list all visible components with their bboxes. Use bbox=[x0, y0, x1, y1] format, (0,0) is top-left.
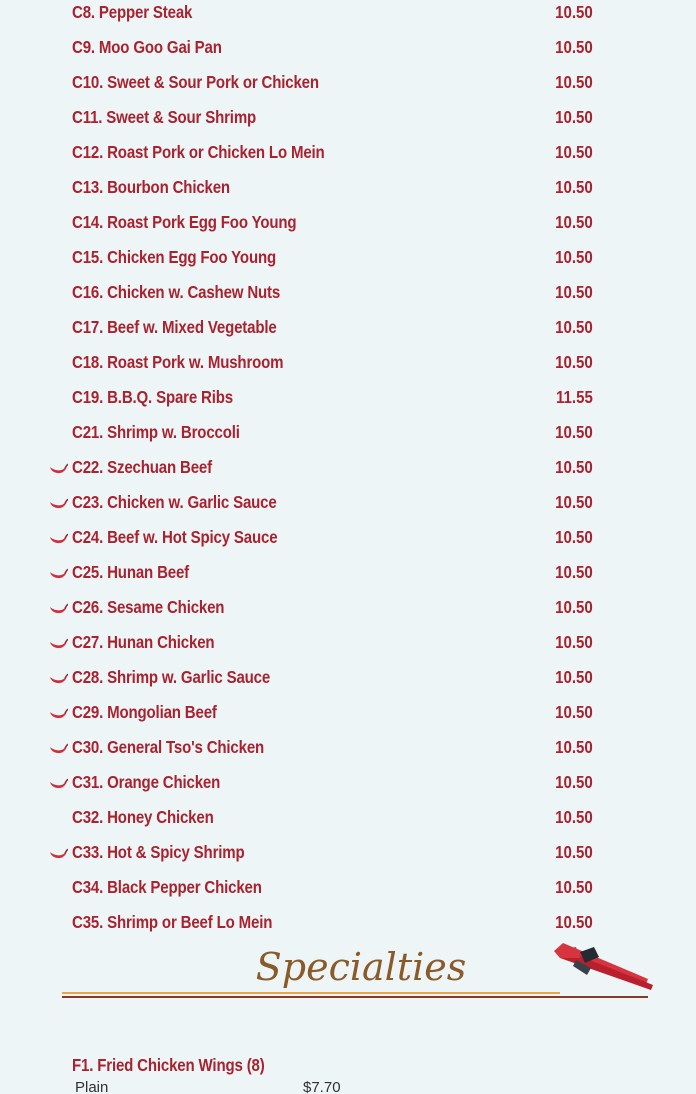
menu-item-price: 10.50 bbox=[555, 177, 593, 197]
specialties-underline-bottom bbox=[62, 996, 648, 998]
menu-item-label: C34. Black Pepper Chicken bbox=[72, 877, 262, 897]
chili-pepper-icon bbox=[49, 601, 68, 615]
menu-item-label: C17. Beef w. Mixed Vegetable bbox=[72, 317, 277, 337]
menu-item-price: 10.50 bbox=[555, 492, 593, 512]
menu-item-row bbox=[0, 205, 696, 240]
specials-option-price: $7.70 bbox=[303, 1079, 341, 1094]
menu-item-price: 10.50 bbox=[555, 562, 593, 582]
chili-pepper-icon bbox=[49, 846, 68, 860]
menu-item-row bbox=[0, 240, 696, 275]
menu-item-price: 10.50 bbox=[555, 37, 593, 57]
chili-pepper-icon bbox=[49, 636, 68, 650]
menu-item-row bbox=[0, 485, 696, 520]
menu-item-row bbox=[0, 520, 696, 555]
menu-item-label: C12. Roast Pork or Chicken Lo Mein bbox=[72, 142, 325, 162]
menu-item-price: 10.50 bbox=[555, 317, 593, 337]
chili-pepper-icon bbox=[49, 706, 68, 720]
menu-item-price: 10.50 bbox=[555, 107, 593, 127]
menu-item-label: C28. Shrimp w. Garlic Sauce bbox=[72, 667, 271, 687]
menu-item-row bbox=[0, 100, 696, 135]
menu-item-row bbox=[0, 450, 696, 485]
menu-item-label: C10. Sweet & Sour Pork or Chicken bbox=[72, 72, 319, 92]
menu-item-row bbox=[0, 310, 696, 345]
menu-item-price: 10.50 bbox=[555, 842, 593, 862]
menu-item-price: 10.50 bbox=[555, 527, 593, 547]
menu-item-label: C33. Hot & Spicy Shrimp bbox=[72, 842, 245, 862]
menu-item-price: 10.50 bbox=[555, 72, 593, 92]
menu-item-price: 10.50 bbox=[555, 212, 593, 232]
menu-item-label: C21. Shrimp w. Broccoli bbox=[72, 422, 240, 442]
menu-item-label: C26. Sesame Chicken bbox=[72, 597, 225, 617]
menu-item-price: 10.50 bbox=[555, 2, 593, 22]
menu-item-row bbox=[0, 380, 696, 415]
chili-pepper-icon bbox=[49, 671, 68, 685]
specials-item-label: F1. Fried Chicken Wings (8) bbox=[72, 1055, 265, 1075]
menu-item-label: C32. Honey Chicken bbox=[72, 807, 214, 827]
menu-item-row bbox=[0, 835, 696, 870]
menu-item-label: C16. Chicken w. Cashew Nuts bbox=[72, 282, 281, 302]
menu-item-row bbox=[0, 660, 696, 695]
menu-item-row bbox=[0, 135, 696, 170]
menu-item-label: C22. Szechuan Beef bbox=[72, 457, 212, 477]
menu-item-label: C18. Roast Pork w. Mushroom bbox=[72, 352, 284, 372]
chili-pepper-icon bbox=[49, 461, 68, 475]
menu-item-row bbox=[0, 730, 696, 765]
menu-item-row bbox=[0, 590, 696, 625]
chili-pepper-icon bbox=[49, 741, 68, 755]
menu-item-label: C9. Moo Goo Gai Pan bbox=[72, 37, 222, 57]
menu-item-row bbox=[0, 30, 696, 65]
menu-item-label: C29. Mongolian Beef bbox=[72, 702, 217, 722]
menu-item-price: 10.50 bbox=[555, 702, 593, 722]
menu-item-row bbox=[0, 555, 696, 590]
menu-item-price: 10.50 bbox=[555, 597, 593, 617]
specialties-section-title: Specialties bbox=[255, 945, 467, 989]
menu-item-price: 10.50 bbox=[555, 667, 593, 687]
specialties-underline-top bbox=[62, 992, 560, 994]
chili-pepper-icon bbox=[49, 496, 68, 510]
menu-item-row bbox=[0, 800, 696, 835]
menu-item-label: C35. Shrimp or Beef Lo Mein bbox=[72, 912, 273, 932]
menu-item-row bbox=[0, 415, 696, 450]
menu-item-label: C8. Pepper Steak bbox=[72, 2, 193, 22]
menu-item-label: C30. General Tso's Chicken bbox=[72, 737, 265, 757]
menu-item-label: C27. Hunan Chicken bbox=[72, 632, 215, 652]
menu-item-price: 10.50 bbox=[555, 877, 593, 897]
menu-item-price: 11.55 bbox=[556, 387, 593, 407]
menu-item-label: C25. Hunan Beef bbox=[72, 562, 190, 582]
menu-item-price: 10.50 bbox=[555, 912, 593, 932]
menu-item-price: 10.50 bbox=[555, 457, 593, 477]
menu-item-row bbox=[0, 170, 696, 205]
chopsticks-icon bbox=[550, 938, 656, 996]
menu-item-row bbox=[0, 765, 696, 800]
menu-item-row bbox=[0, 625, 696, 660]
menu-item-price: 10.50 bbox=[555, 807, 593, 827]
chili-pepper-icon bbox=[49, 776, 68, 790]
menu-item-row bbox=[0, 870, 696, 905]
menu-item-label: C24. Beef w. Hot Spicy Sauce bbox=[72, 527, 278, 547]
menu-item-price: 10.50 bbox=[555, 142, 593, 162]
menu-item-row bbox=[0, 275, 696, 310]
menu-item-label: C31. Orange Chicken bbox=[72, 772, 221, 792]
menu-item-price: 10.50 bbox=[555, 737, 593, 757]
menu-item-row bbox=[0, 905, 696, 940]
chili-pepper-icon bbox=[49, 531, 68, 545]
specials-option-name: Plain bbox=[75, 1079, 109, 1094]
menu-item-label: C14. Roast Pork Egg Foo Young bbox=[72, 212, 297, 232]
chili-pepper-icon bbox=[49, 566, 68, 580]
menu-item-price: 10.50 bbox=[555, 632, 593, 652]
menu-item-label: C23. Chicken w. Garlic Sauce bbox=[72, 492, 277, 512]
menu-item-price: 10.50 bbox=[555, 772, 593, 792]
menu-item-row bbox=[0, 345, 696, 380]
menu-item-row bbox=[0, 0, 696, 30]
menu-item-price: 10.50 bbox=[555, 352, 593, 372]
menu-item-label: C19. B.B.Q. Spare Ribs bbox=[72, 387, 233, 407]
menu-item-row bbox=[0, 65, 696, 100]
menu-item-price: 10.50 bbox=[555, 247, 593, 267]
menu-item-label: C13. Bourbon Chicken bbox=[72, 177, 230, 197]
menu-item-label: C11. Sweet & Sour Shrimp bbox=[72, 107, 257, 127]
menu-item-row bbox=[0, 695, 696, 730]
menu-item-label: C15. Chicken Egg Foo Young bbox=[72, 247, 277, 267]
menu-item-price: 10.50 bbox=[555, 282, 593, 302]
menu-item-price: 10.50 bbox=[555, 422, 593, 442]
